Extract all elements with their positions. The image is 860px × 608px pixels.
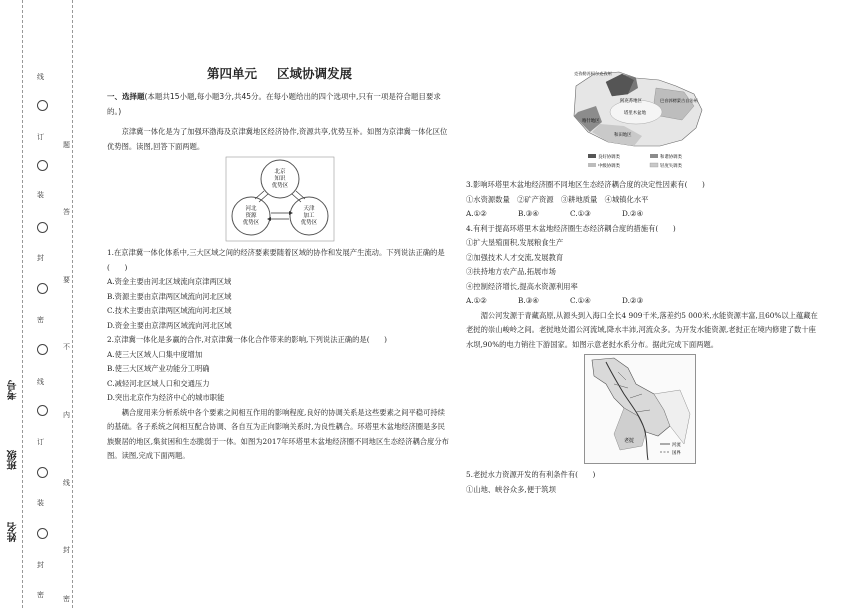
question-2-option-d: D.突出北京作为经济中心的城市职能	[107, 393, 225, 402]
binding-char: 装	[37, 191, 44, 199]
binding-char: 订	[37, 438, 44, 446]
question-4-option-c: C.①④	[570, 296, 591, 305]
laos-map-label: 老挝	[624, 438, 635, 444]
page-title	[107, 66, 452, 82]
binding-char: 线	[37, 378, 44, 386]
binding-char-inner: 答	[63, 208, 70, 216]
figure-tarim-map	[564, 66, 716, 174]
question-2-option-b: B.使三大区域产业功能分工明确	[107, 364, 210, 373]
question-1-stem: 1.在京津冀一体化体系中,三大区域之间的经济要素要随着区域的协作和发展产生流动。下列说法正确的是( )	[107, 248, 445, 272]
binding-line-outer	[22, 0, 23, 608]
question-1-option-a: A.资金主要由河北区域流向京津两区域	[107, 277, 232, 286]
exam-number-label: 考号	[8, 380, 19, 400]
map-label-hotan: 和田地区	[614, 133, 632, 138]
question-3-items: ①水资源数量 ②矿产资源 ③耕地质量 ④城镇化水平	[466, 194, 649, 204]
legend-river: 河流	[672, 443, 681, 448]
svg-text:优势区: 优势区	[271, 183, 289, 189]
question-4-options	[466, 294, 821, 309]
legend-label-1: 良好协调类	[598, 155, 620, 160]
binding-char-inner: 密	[63, 595, 70, 603]
map-label-kizilsu: 克孜勒苏柯尔克孜州	[574, 71, 612, 76]
legend-swatch-3	[588, 163, 596, 167]
binding-hole	[37, 283, 48, 294]
binding-char: 密	[37, 316, 44, 324]
binding-line-inner	[72, 0, 73, 608]
binding-char-inner: 封	[63, 546, 70, 554]
right-column	[466, 66, 821, 497]
question-4-option-b: B.③④	[518, 296, 539, 305]
section-heading: 一、选择题	[107, 92, 145, 101]
map-label-tarim-basin: 塔里木盆地	[624, 111, 646, 116]
figure-jingjinji	[225, 156, 335, 242]
binding-char-inner: 线	[63, 479, 70, 487]
question-1-option-d: D.资金主要由京津两区域流向河北区域	[107, 320, 232, 330]
binding-hole	[37, 405, 48, 416]
binding-hole	[37, 528, 48, 539]
map-label-bayingol: 巴音郭楞蒙古自治州	[660, 98, 698, 103]
legend-swatch-2	[650, 154, 658, 158]
tarim-map	[564, 66, 716, 174]
section-header	[107, 90, 452, 119]
question-2-option-c: C.减轻河北区域人口和交通压力	[107, 378, 210, 388]
name-label: 姓名	[8, 522, 19, 542]
binding-char: 订	[37, 133, 44, 141]
question-4-option-a: A.①②	[466, 296, 487, 305]
question-3-option-c: C.①③	[570, 209, 591, 218]
beijing-label: 北京	[274, 169, 286, 175]
question-4-option-d: D.②③	[622, 296, 643, 305]
passage-3: 湄公河发源于青藏高原,从源头到入海口全长4 909千米,落差约5 000米,水能资源丰富,且60%以上蕴藏在老挝的崇山峻岭之间。老挝地处湄公河流域,降水丰沛,河流众多。为开发水能资源,老挝正在境内修建了数十座水坝,90%的电力销往下游国家。如图示意老挝水系分布。据此完成下面两题。	[466, 310, 818, 349]
binding-char: 封	[37, 561, 44, 569]
legend-label-4: 轻度失调类	[660, 164, 682, 169]
question-2-stem: 2.京津冀一体化是多赢的合作,对京津冀一体化合作带来的影响,下列说法正确的是( )	[107, 335, 387, 344]
binding-hole	[37, 100, 48, 111]
left-column	[107, 66, 452, 464]
section-instruction: (本题共15小题,每小题3分,共45分。在每小题给出的四个选项中,只有一项是符合题目要求的。)	[107, 92, 441, 116]
legend-swatch-1	[588, 154, 596, 158]
binding-char: 封	[37, 254, 44, 262]
binding-margin	[0, 0, 82, 608]
jingjinji-diagram	[225, 156, 335, 242]
binding-char-inner: 要	[63, 276, 70, 284]
legend-label-2: 和谐协调类	[660, 155, 682, 160]
laos-map	[584, 354, 696, 464]
legend-border: 国界	[672, 451, 681, 456]
svg-text:资源: 资源	[245, 213, 257, 219]
question-3-stem: 3.影响环塔里木盆地经济圈不同地区生态经济耦合度的决定性因素有( )	[466, 180, 705, 189]
svg-text:加工: 加工	[303, 213, 315, 219]
binding-char-inner: 不	[63, 343, 70, 351]
binding-hole	[37, 222, 48, 233]
binding-char: 密	[37, 591, 44, 599]
binding-char: 线	[37, 73, 44, 81]
question-2-option-a: A.使三大区域人口集中度增加	[107, 349, 203, 359]
class-label: 班级	[8, 450, 19, 470]
binding-char-inner: 内	[63, 411, 70, 419]
hebei-label: 河北	[245, 206, 257, 212]
question-4-item-4: ④控制经济增长,提高水资源利用率	[466, 281, 578, 291]
question-4-item-3: ③扶持地方农产品,拓展市场	[466, 267, 556, 276]
passage-1: 京津冀一体化是为了加强环渤海及京津冀地区经济协作,资源共享,优势互补。如图为京津冀一体化区位优势图。读图,回答下面两题。	[107, 127, 448, 151]
unit-number: 第四单元	[206, 66, 257, 81]
question-3-option-a: A.①②	[466, 209, 487, 218]
question-3-options	[466, 207, 821, 222]
map-label-aksu: 阿克苏地区	[620, 99, 642, 104]
svg-text:优势区: 优势区	[300, 220, 318, 226]
map-label-kashgar: 喀什地区	[582, 119, 600, 124]
question-1-option-c: C.技术主要由京津两区域流向河北区域	[107, 306, 232, 315]
tianjin-label: 天津	[303, 206, 315, 212]
svg-text:知识: 知识	[274, 176, 286, 182]
binding-hole	[37, 160, 48, 171]
binding-char-inner: 题	[63, 141, 70, 149]
question-5-item-1: ①山地、峡谷众多,便于筑坝	[466, 484, 556, 494]
unit-name: 区域协调发展	[277, 66, 353, 81]
question-4-stem: 4.有利于提高环塔里木盆地经济圈生态经济耦合度的措施有( )	[466, 223, 676, 233]
question-4-item-2: ②加强技术人才交流,发展教育	[466, 252, 564, 262]
legend-label-3: 中级协调类	[598, 164, 620, 169]
passage-2: 耦合度用来分析系统中各个要素之间相互作用的影响程度,良好的协调关系是这些要素之间平稳可持续的基础。各子系统之间相互配合协调、各自互为正向影响关系时,为良性耦合。环塔里木盆地经济圈是多民族聚居的地区,集贫困和生态脆弱于一体。如图为2017年环塔里木盆地经济圈不同地区生态经济耦合度分布图。读图,完成下面两题。	[107, 407, 449, 460]
question-3-option-d: D.②④	[622, 209, 643, 218]
binding-char: 装	[37, 499, 44, 507]
question-5-stem: 5.老挝水力资源开发的有利条件有( )	[466, 470, 596, 479]
question-1-option-b: B.资源主要由京津两区域流向河北区域	[107, 291, 232, 301]
binding-hole	[37, 344, 48, 355]
question-3-option-b: B.③④	[518, 209, 539, 218]
legend-swatch-4	[650, 163, 658, 167]
figure-laos-map	[584, 354, 696, 464]
binding-hole	[37, 467, 48, 478]
question-4-item-1: ①扩大垦殖面积,发展粮食生产	[466, 238, 564, 247]
svg-text:优势区: 优势区	[242, 220, 260, 226]
